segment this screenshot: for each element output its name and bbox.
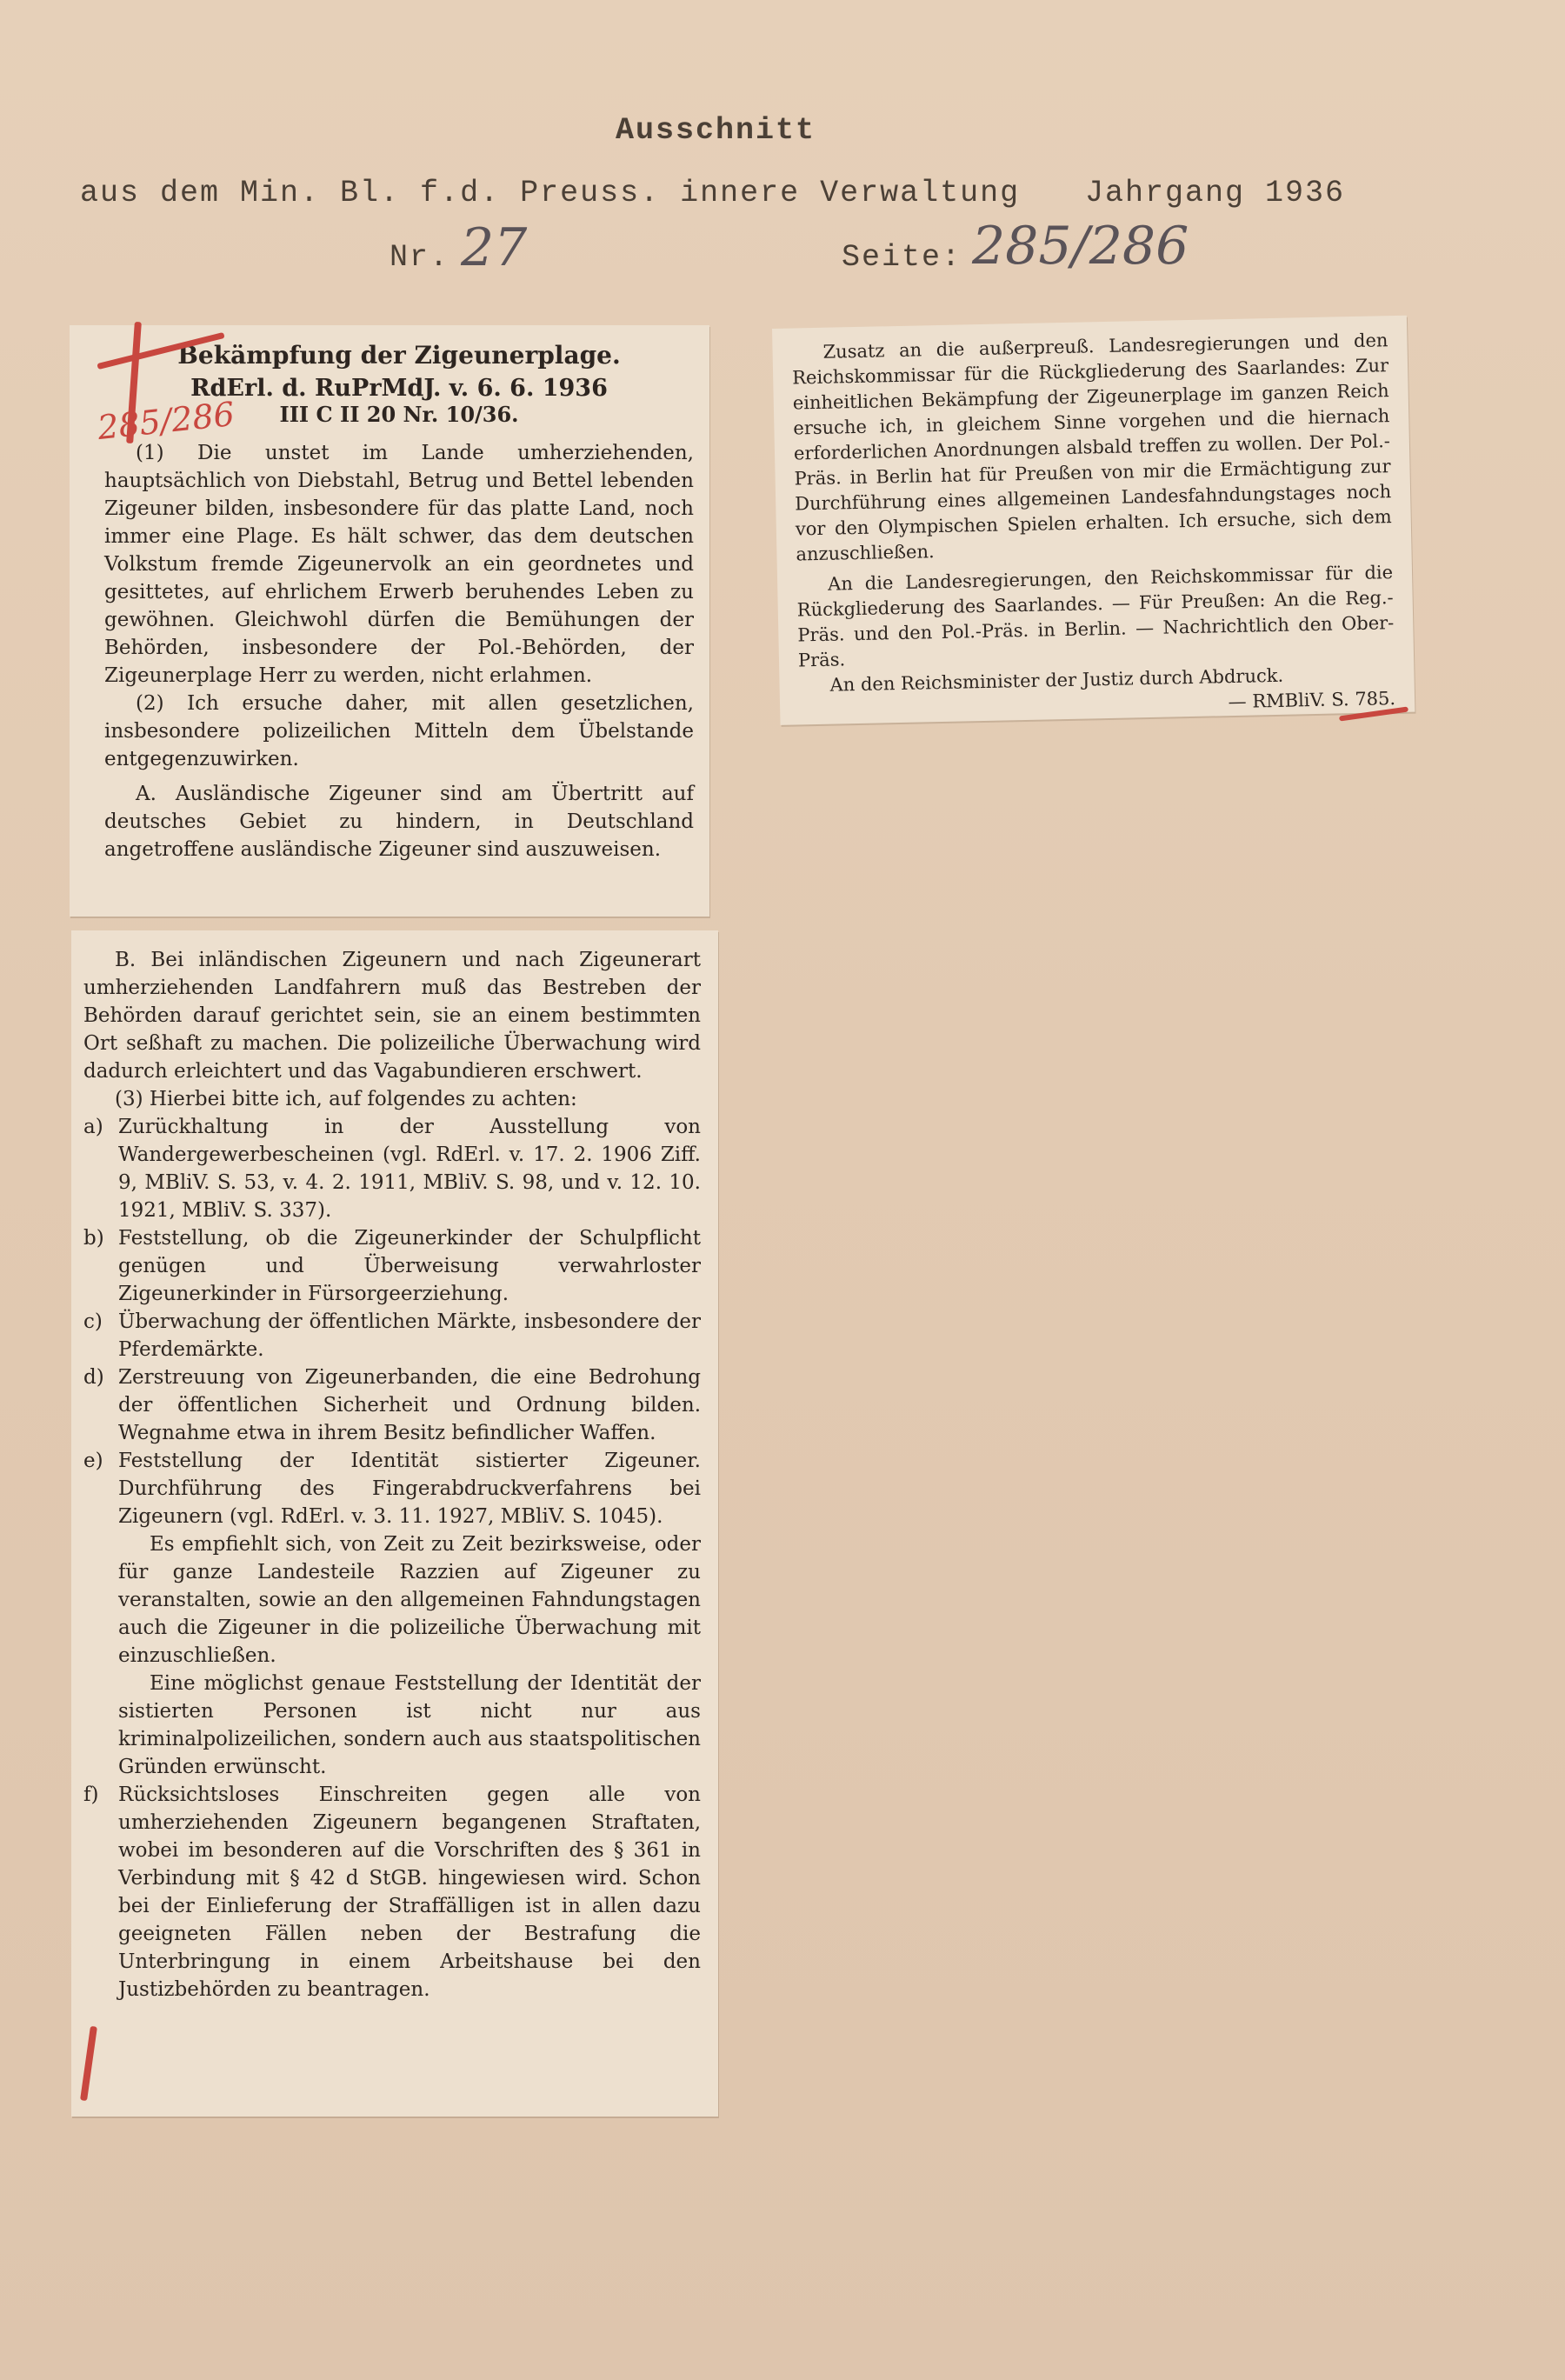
list-item-a — [83, 1113, 701, 1224]
list-text: Zurückhaltung in der Ausstellung von Wandergewerbescheinen (vgl. RdErl. v. 17. 2. 1906 Ziff. 9, MBliV. S. 53, v. 4. 2. 1911, MBliV. S. 98, und v. 12. 10. 1921, MBliV. S. 337). — [118, 1116, 701, 1222]
header-seite-label: Seite: — [842, 240, 962, 275]
header-source: aus dem Min. Bl. f.d. Preuss. innere Verwaltung — [80, 176, 1021, 210]
paragraph-3: (3) Hierbei bitte ich, auf folgendes zu achten: — [115, 1088, 577, 1110]
distribution-paragraph: An die Landesregierungen, den Reichskommissar für die Rückgliederung des Saarlandes. — Für Preußen: An die Reg.-Präs. und den Pol.-Präs. in Berlin. — Nachrichtlich den Ober-Präs. — [796, 562, 1395, 671]
list-item-d — [83, 1363, 701, 1447]
list-text: Feststellung, ob die Zigeunerkinder der Schulpflicht genügen und Überweisung verwahrloster Zigeunerkinder in Fürsorgeerziehung. — [118, 1227, 701, 1305]
item-e-note-2: Eine möglichst genaue Feststellung der Identität der sistierten Personen ist nicht nur aus kriminalpolizeilichen, sondern auch aus staatspolitischen Gründen erwünscht. — [118, 1672, 701, 1778]
header-year: Jahrgang 1936 — [1085, 176, 1346, 210]
list-text: Feststellung der Identität sistierter Zigeuner. Durchführung des Fingerabdruckverfahrens bei Zigeunern (vgl. RdErl. v. 3. 11. 1927, MBliV. S. 1045). — [118, 1450, 701, 1528]
justice-copy-note: An den Reichsminister der Justiz durch Abdruck. — [829, 664, 1284, 696]
clipping-3 — [772, 316, 1415, 725]
source-reference: — RMBliV. S. 785. — [1228, 688, 1396, 713]
list-text: Überwachung der öffentlichen Märkte, insbesondere der Pferdemärkte. — [118, 1310, 701, 1361]
header-seite-value: 285/286 — [972, 216, 1189, 277]
margin-page-note: 285/286 — [96, 394, 236, 448]
paragraph-a: A. Ausländische Zigeuner sind am Übertritt auf deutsches Gebiet zu hindern, in Deutschland angetroffene ausländische Zigeuner sind auszuweisen. — [104, 783, 694, 861]
list-item-c — [83, 1308, 701, 1363]
item-e-note-1: Es empfiehlt sich, von Zeit zu Zeit bezirksweise, oder für ganze Landesteile Razzien auf Zigeuner zu veranstalten, sowie an den allgemeinen Fahndungstagen auch die Zigeuner in die polizeiliche Überwachung mit einzuschließen. — [118, 1533, 701, 1667]
header-title: Ausschnitt — [616, 113, 816, 148]
paragraph-2: (2) Ich ersuche daher, mit allen gesetzlichen, insbesondere polizeilichen Mitteln dem Übelstande entgegenzuwirken. — [104, 692, 694, 770]
decree-title: Bekämpfung der Zigeunerplage. — [177, 341, 621, 370]
header-nr-label: Nr. — [390, 240, 450, 275]
paragraph-b: B. Bei inländischen Zigeunern und nach Zigeunerart umherziehenden Landfahrern muß das Bestreben der Behörden darauf gerichtet sein, sie an einem bestimmten Ort seßhaft zu machen. Die polizeiliche Überwachung wird dadurch erleichtert und das Vagabundieren erschwert. — [83, 949, 701, 1083]
list-marker: e) — [83, 1450, 103, 1472]
list-marker: d) — [83, 1366, 104, 1389]
supplement-paragraph: Zusatz an die außerpreuß. Landesregierungen und den Reichskommissar für die Rückgliederung des Saarlandes: Zur einheitlichen Bekämpfung der Zigeunerplage im ganzen Reich ersuche ich, in gleichem Sinne vorgehen und die hiernach erforderlichen Anordnungen alsbald treffen zu wollen. Der Pol.-Präs. in Berlin hat für Preußen von mir die Ermächtigung zur Durchführung eines allgemeinen Landesfahndungstages noch vor den Olympischen Spielen erhalten. Ich ersuche, sich dem anzuschließen. — [791, 330, 1392, 565]
list-item-f — [83, 1781, 701, 2003]
list-marker: c) — [83, 1310, 103, 1333]
clipping-2 — [71, 930, 718, 2117]
list-marker: a) — [83, 1116, 103, 1138]
list-marker: b) — [83, 1227, 104, 1250]
list-item-b — [83, 1224, 701, 1308]
list-item-e — [83, 1447, 701, 1530]
list-marker: f) — [83, 1783, 99, 1806]
list-text: Rücksichtsloses Einschreiten gegen alle von umherziehenden Zigeunern begangenen Straftaten, wobei im besonderen auf die Vorschriften des § 361 in Verbindung mit § 42 d StGB. hingewiesen wird. Schon bei der Einlieferung der Straffälligen ist in allen dazu geeigneten Fällen neben der Bestrafung die Unterbringung in einem Arbeitshause bei den Justizbehörden zu beantragen. — [118, 1783, 701, 2001]
list-text: Zerstreuung von Zigeunerbanden, die eine Bedrohung der öffentlichen Sicherheit und Ordnung bilden. Wegnahme etwa in ihrem Besitz befindlicher Waffen. — [118, 1366, 701, 1444]
decree-reference: RdErl. d. RuPrMdJ. v. 6. 6. 1936 — [190, 375, 608, 402]
header-nr-value: 27 — [461, 217, 528, 278]
paragraph-1: (1) Die unstet im Lande umherziehenden, hauptsächlich von Diebstahl, Betrug und Bettel lebenden Zigeuner bilden, insbesondere für das platte Land, noch immer eine Plage. Es hält schwer, das dem deutschen Volkstum fremde Zigeunervolk an ein geordnetes und gesittetes, auf ehrlichem Erwerb beruhendes Leben zu gewöhnen. Gleichwohl dürfen die Bemühungen der Behörden, insbesondere der Pol.-Behörden, der Zigeunerplage Herr zu werden, nicht erlahmen. — [104, 442, 694, 687]
decree-number: III C II 20 Nr. 10/36. — [279, 402, 519, 427]
